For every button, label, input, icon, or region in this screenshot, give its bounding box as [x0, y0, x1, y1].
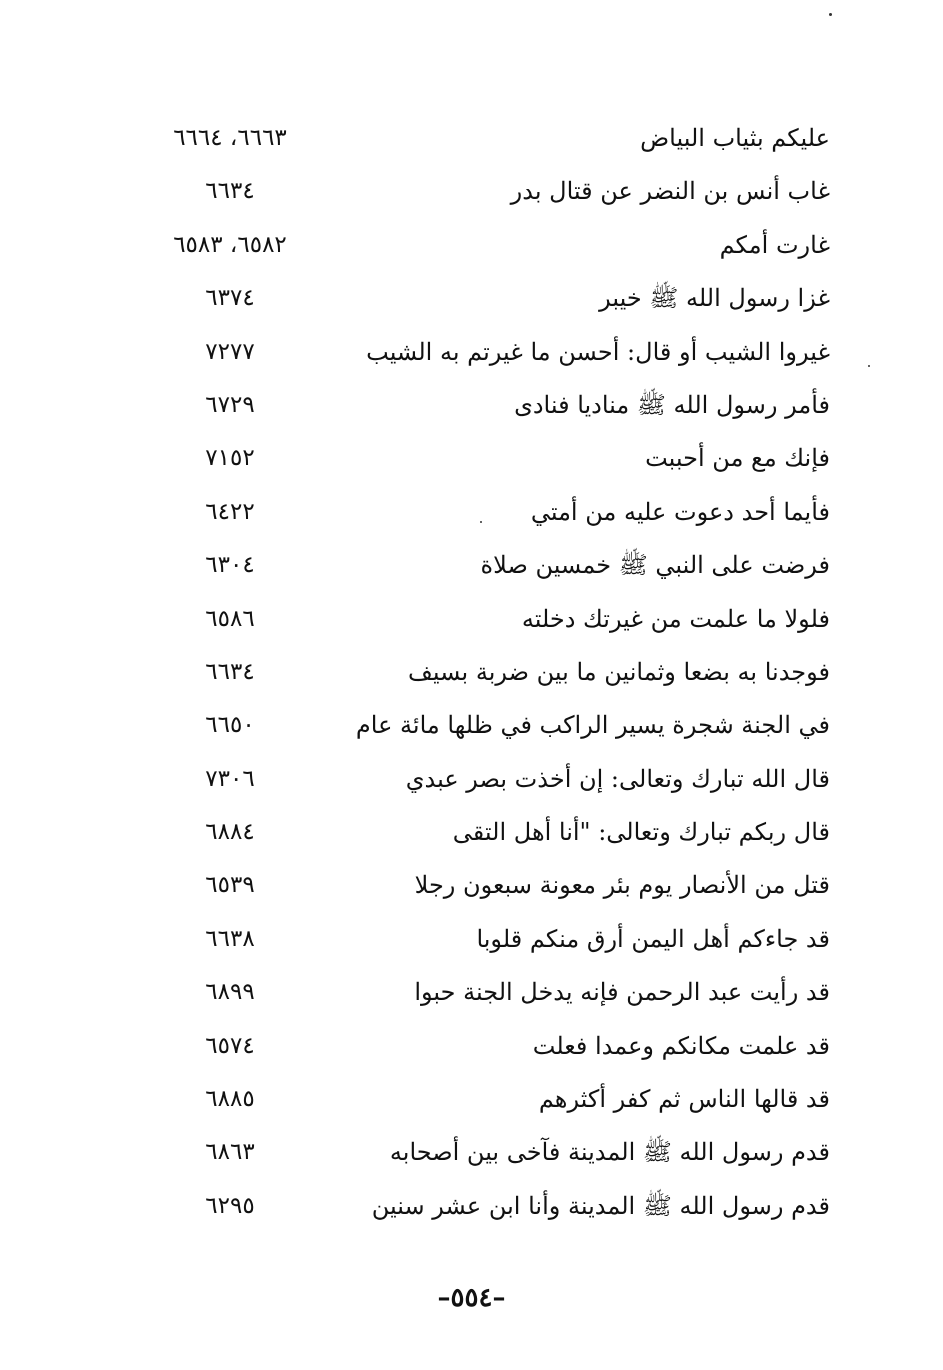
hadith-opening-text: غارت أمكم: [719, 230, 830, 259]
hadith-number: ٦٥٣٩: [205, 872, 255, 899]
hadith-opening-text: قال الله تبارك وتعالى: إن أخذت بصر عبدي: [405, 764, 830, 793]
hadith-opening-text: قتل من الأنصار يوم بئر معونة سبعون رجلا: [414, 871, 830, 900]
scan-speck: [868, 365, 870, 367]
hadith-opening-text: غزا رسول الله ﷺ خيبر: [599, 284, 830, 313]
index-entry: [130, 274, 830, 327]
index-entry: [130, 541, 830, 594]
index-entry: [130, 755, 830, 808]
hadith-number: ٦٦٣٤: [205, 658, 255, 685]
hadith-number: ٦٦٦٣، ٦٦٦٤: [173, 125, 287, 151]
hadith-number: ٧٢٧٧: [205, 338, 255, 365]
hadith-opening-text: غيروا الشيب أو قال: أحسن ما غيرتم به الشيب: [366, 337, 830, 366]
hadith-opening-text: فأيما أحد دعوت عليه من أمتي: [530, 497, 830, 526]
index-entry: [130, 648, 830, 701]
index-entry: [130, 861, 830, 914]
hadith-opening-text: غاب أنس بن النضر عن قتال بدر: [510, 177, 830, 206]
hadith-opening-text: فأمر رسول الله ﷺ مناديا فنادى: [514, 390, 830, 419]
hadith-number: ٦٤٢٢: [205, 498, 255, 525]
index-entry: [130, 595, 830, 648]
hadith-opening-text: قد جاءكم أهل اليمن أرق منكم قلوبا: [476, 924, 830, 953]
hadith-number: ٦٣٠٤: [205, 552, 255, 579]
index-entry: [130, 1075, 830, 1128]
hadith-number: ٦٨٩٩: [205, 979, 255, 1006]
hadith-opening-text: فلولا ما علمت من غيرتك دخلته: [521, 604, 830, 633]
hadith-opening-text: قد علمت مكانكم وعمدا فعلت: [532, 1031, 830, 1060]
index-entry: [130, 968, 830, 1021]
hadith-index-list: [130, 114, 830, 1235]
index-entry: [130, 1182, 830, 1235]
hadith-number: ٦٨٨٤: [205, 819, 255, 846]
index-entry: [130, 381, 830, 434]
hadith-number: ٦٨٨٥: [205, 1086, 255, 1113]
hadith-number: ٦٢٩٥: [205, 1192, 255, 1219]
hadith-number: ٦٥٨٦: [205, 605, 255, 632]
index-entry: [130, 915, 830, 968]
scan-speck: [829, 13, 832, 16]
hadith-opening-text: في الجنة شجرة يسير الراكب في ظلها مائة عام: [355, 711, 830, 740]
index-entry: [130, 701, 830, 754]
hadith-number: ٦٦٣٨: [205, 925, 255, 952]
hadith-number: ٧١٥٢: [205, 445, 255, 472]
scan-speck: [480, 521, 482, 523]
index-entry: [130, 221, 830, 274]
hadith-opening-text: قد رأيت عبد الرحمن فإنه يدخل الجنة حبوا: [414, 978, 830, 1007]
hadith-number: ٦٦٥٠: [205, 712, 255, 739]
index-entry: [130, 488, 830, 541]
hadith-opening-text: فوجدنا به بضعا وثمانين ما بين ضربة بسيف: [408, 657, 830, 686]
hadith-opening-text: قدم رسول الله ﷺ المدينة وأنا ابن عشر سنين: [371, 1191, 830, 1220]
hadith-opening-text: عليكم بثياب البياض: [640, 124, 830, 152]
hadith-number: ٦٧٢٩: [205, 391, 255, 418]
index-entry: [130, 167, 830, 220]
hadith-opening-text: قال ربكم تبارك وتعالى: "أنا أهل التقى: [452, 818, 830, 847]
hadith-opening-text: فرضت على النبي ﷺ خمسين صلاة: [480, 551, 830, 580]
hadith-number: ٦٣٧٤: [205, 285, 255, 312]
hadith-number: ٦٥٨٢، ٦٥٨٣: [173, 231, 287, 258]
index-entry: [130, 1022, 830, 1075]
index-entry: [130, 328, 830, 381]
hadith-number: ٦٨٦٣: [205, 1139, 255, 1166]
hadith-opening-text: فإنك مع من أحببت: [645, 444, 830, 473]
hadith-opening-text: قدم رسول الله ﷺ المدينة فآخى بين أصحابه: [389, 1138, 830, 1167]
hadith-opening-text: قد قالها الناس ثم كفر أكثرهم: [538, 1085, 830, 1114]
index-entry: [130, 114, 830, 167]
hadith-number: ٦٥٧٤: [205, 1032, 255, 1059]
index-entry: [130, 1128, 830, 1181]
page-number: –٥٥٤–: [437, 1283, 506, 1313]
index-entry: [130, 808, 830, 861]
hadith-number: ٧٣٠٦: [205, 765, 255, 792]
index-entry: [130, 434, 830, 487]
hadith-number: ٦٦٣٤: [205, 178, 255, 205]
